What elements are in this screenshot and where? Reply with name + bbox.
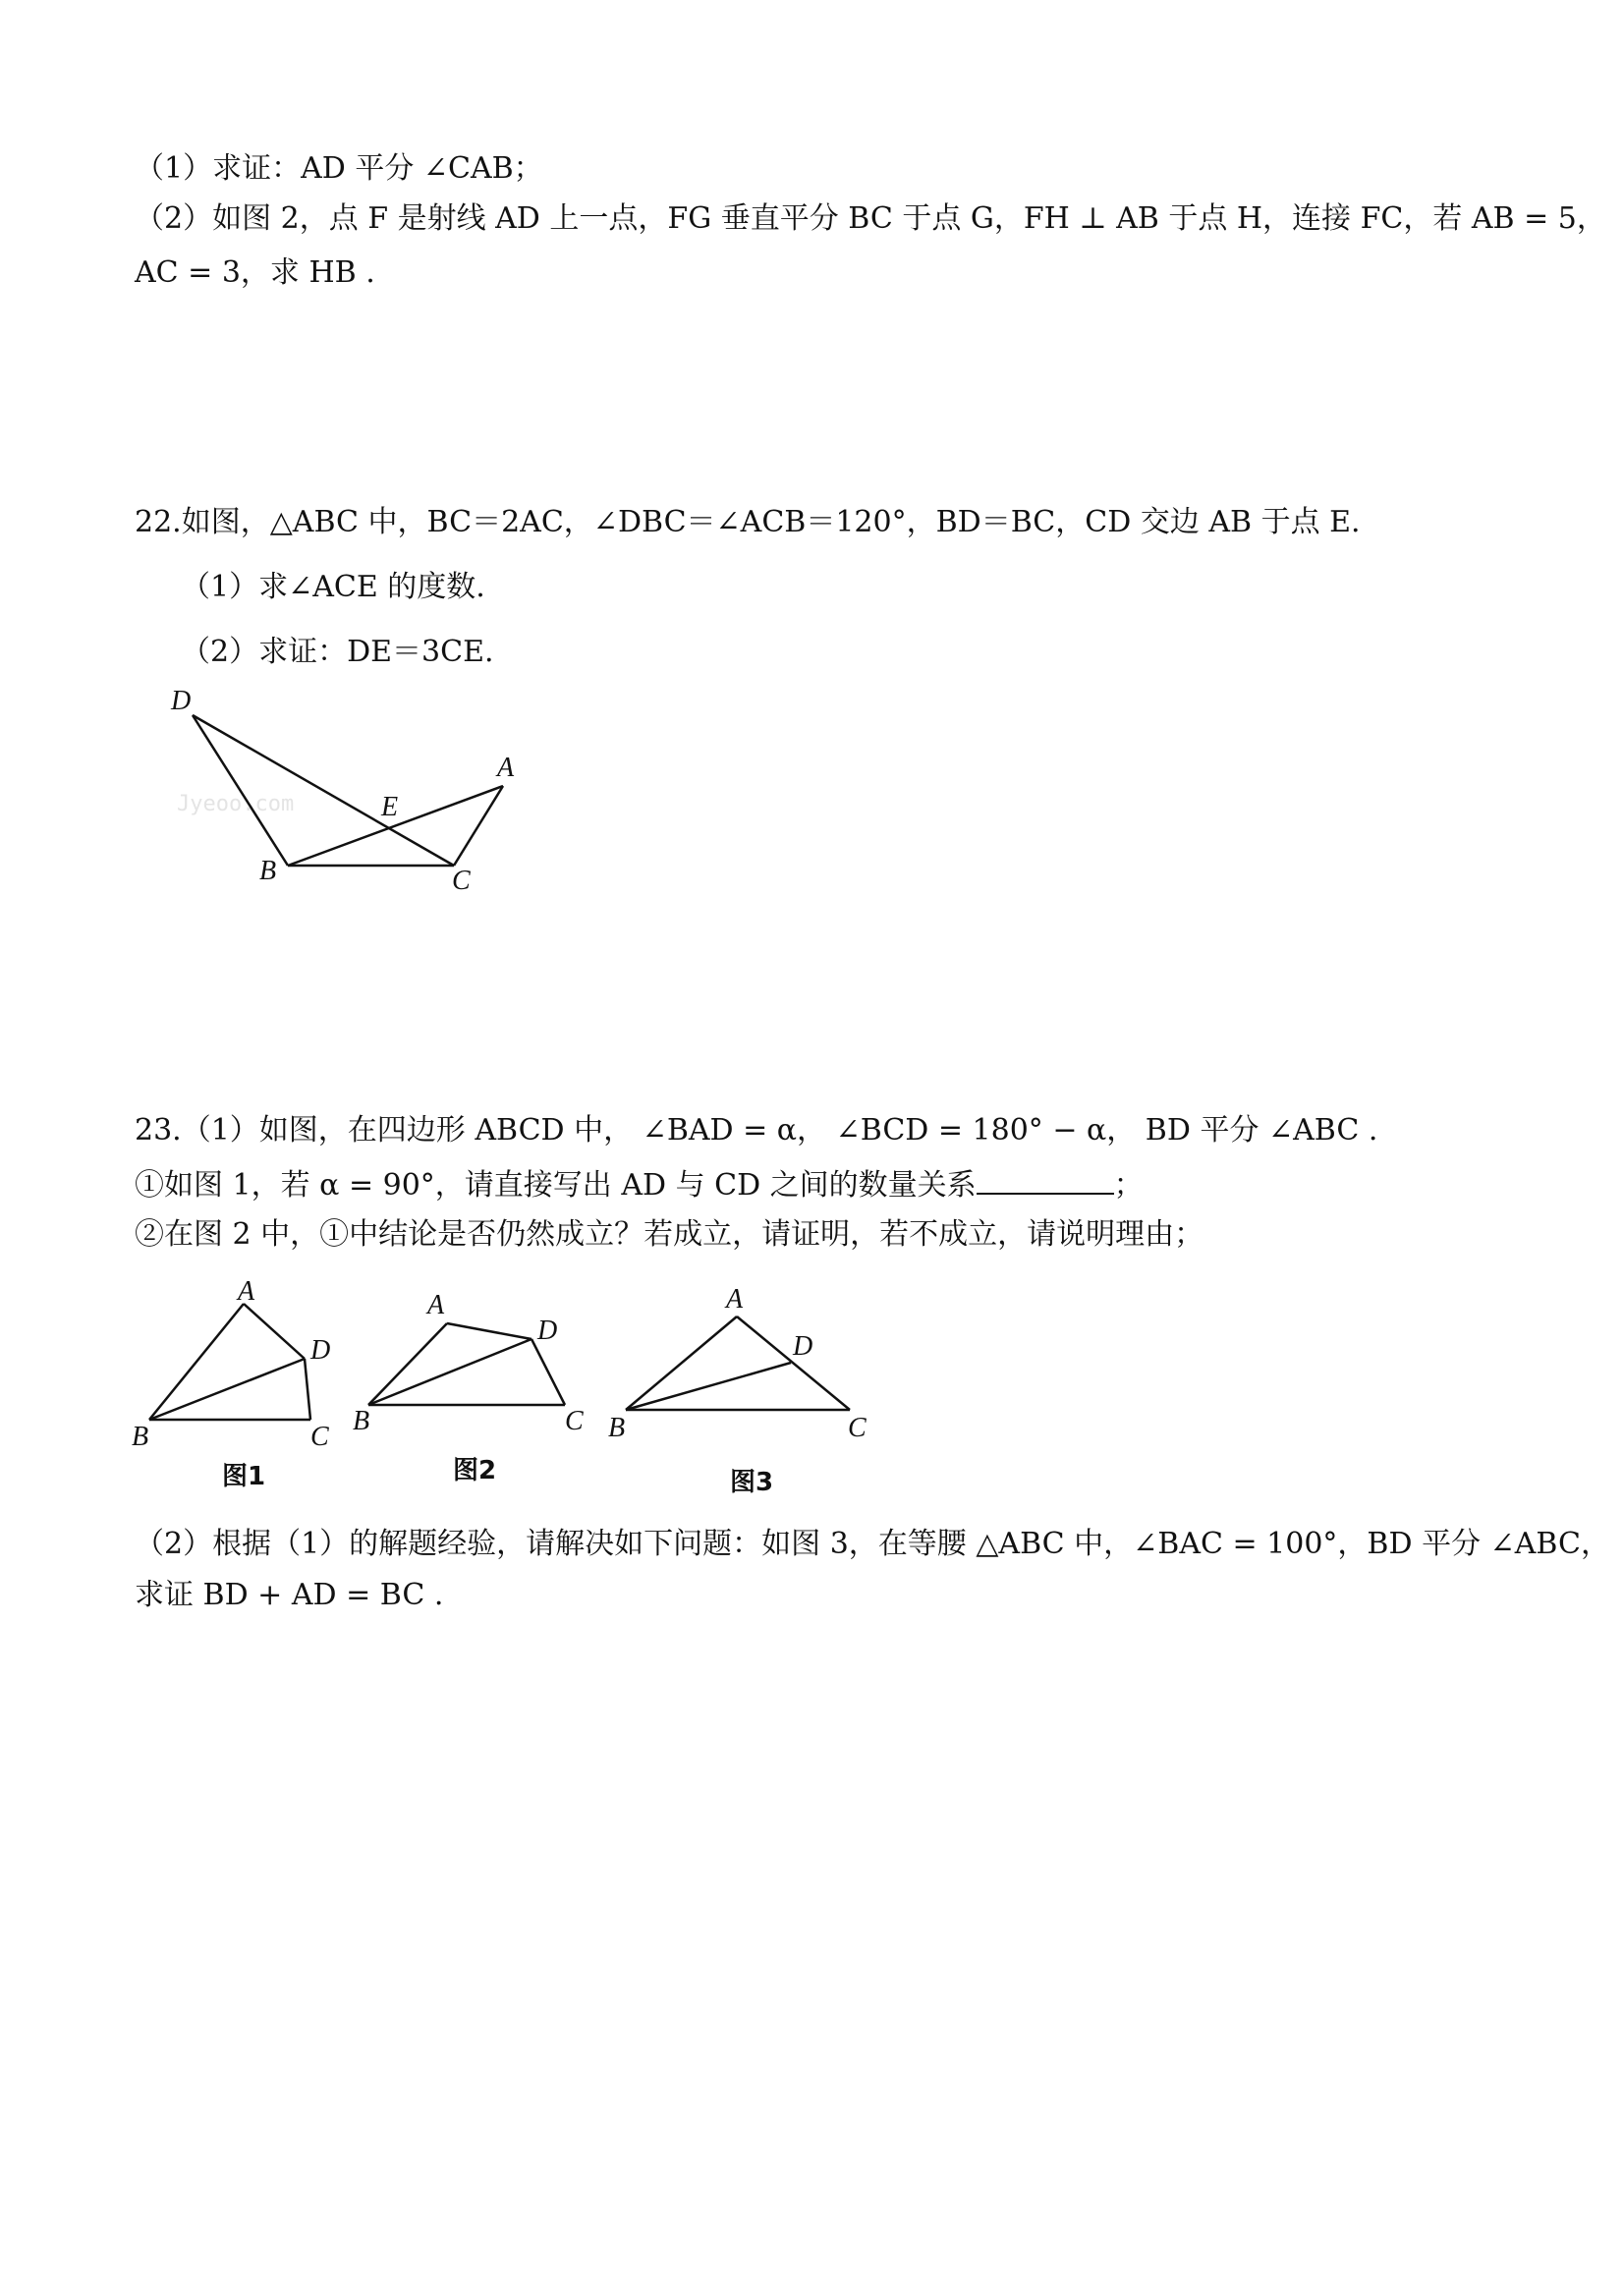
q22-part2: （2）求证：DE＝3CE. xyxy=(181,635,494,669)
label-c: C xyxy=(310,1422,329,1452)
q23-stem: 23.（1）如图，在四边形 ABCD 中， ∠BAD = α， ∠BCD = 180° − α， BD 平分 ∠ABC . xyxy=(135,1113,1378,1148)
figure-caption: 图3 xyxy=(730,1468,774,1497)
label-c: C xyxy=(848,1413,867,1443)
figure-caption: 图1 xyxy=(222,1462,266,1491)
figure-caption: 图2 xyxy=(453,1456,497,1485)
label-a: A xyxy=(238,1276,255,1307)
segment-ab xyxy=(626,1316,737,1410)
q23-part2-line1: （2）根据（1）的解题经验，请解决如下问题：如图 3，在等腰 △ABC 中，∠BAC = 100°，BD 平分 ∠ABC， xyxy=(135,1527,1610,1561)
q22-figure xyxy=(157,678,531,904)
label-b: B xyxy=(353,1406,370,1436)
label-c: C xyxy=(452,866,471,896)
segment-dc xyxy=(532,1339,565,1405)
segment-dc xyxy=(305,1359,310,1420)
label-b: B xyxy=(608,1413,626,1443)
segment-ad xyxy=(447,1323,532,1339)
figure-watermark: Jyeoo.com xyxy=(177,792,295,816)
segment-ad xyxy=(244,1304,305,1359)
label-b: B xyxy=(259,856,277,886)
label-d: D xyxy=(171,686,192,716)
answer-blank xyxy=(977,1163,1114,1195)
q23-figure-3 xyxy=(604,1272,889,1498)
q21-part2-line2: AC = 3，求 HB . xyxy=(135,255,375,290)
label-a: A xyxy=(427,1290,445,1320)
q23-case1-end: ； xyxy=(1113,1168,1144,1203)
segment-bd xyxy=(626,1363,791,1410)
segment-dc xyxy=(193,715,454,866)
q21-part2-line1: （2）如图 2，点 F 是射线 AD 上一点，FG 垂直平分 BC 于点 G，FH ⊥ AB 于点 H，连接 FC，若 AB = 5， xyxy=(135,201,1606,236)
label-d: D xyxy=(793,1331,813,1362)
segment-ac xyxy=(454,786,503,866)
label-a: A xyxy=(497,753,515,783)
q23-case1-text: ①如图 1，若 α = 90°，请直接写出 AD 与 CD 之间的数量关系 xyxy=(135,1168,977,1203)
q23-figure-2 xyxy=(349,1272,594,1493)
label-e: E xyxy=(381,792,399,822)
label-a: A xyxy=(726,1284,744,1315)
segment-bd xyxy=(368,1339,532,1405)
q22-part1: （1）求∠ACE 的度数. xyxy=(181,570,485,604)
q23-part2-line2: 求证 BD + AD = BC . xyxy=(135,1578,444,1612)
q23-case2: ②在图 2 中，①中结论是否仍然成立？若成立，请证明，若不成立，请说明理由； xyxy=(135,1217,1204,1252)
segment-db xyxy=(193,715,288,866)
q22-stem: 22.如图，△ABC 中，BC＝2AC，∠DBC＝∠ACB＝120°，BD＝BC，CD 交边 AB 于点 E. xyxy=(135,505,1361,539)
label-c: C xyxy=(565,1406,584,1436)
q23-case1 xyxy=(135,1163,1144,1205)
label-d: D xyxy=(537,1316,558,1346)
segment-ab xyxy=(368,1323,447,1405)
label-b: B xyxy=(132,1422,149,1452)
q21-part1: （1）求证：AD 平分 ∠CAB； xyxy=(135,151,543,186)
q23-figure-1 xyxy=(128,1272,344,1493)
label-d: D xyxy=(310,1335,331,1366)
